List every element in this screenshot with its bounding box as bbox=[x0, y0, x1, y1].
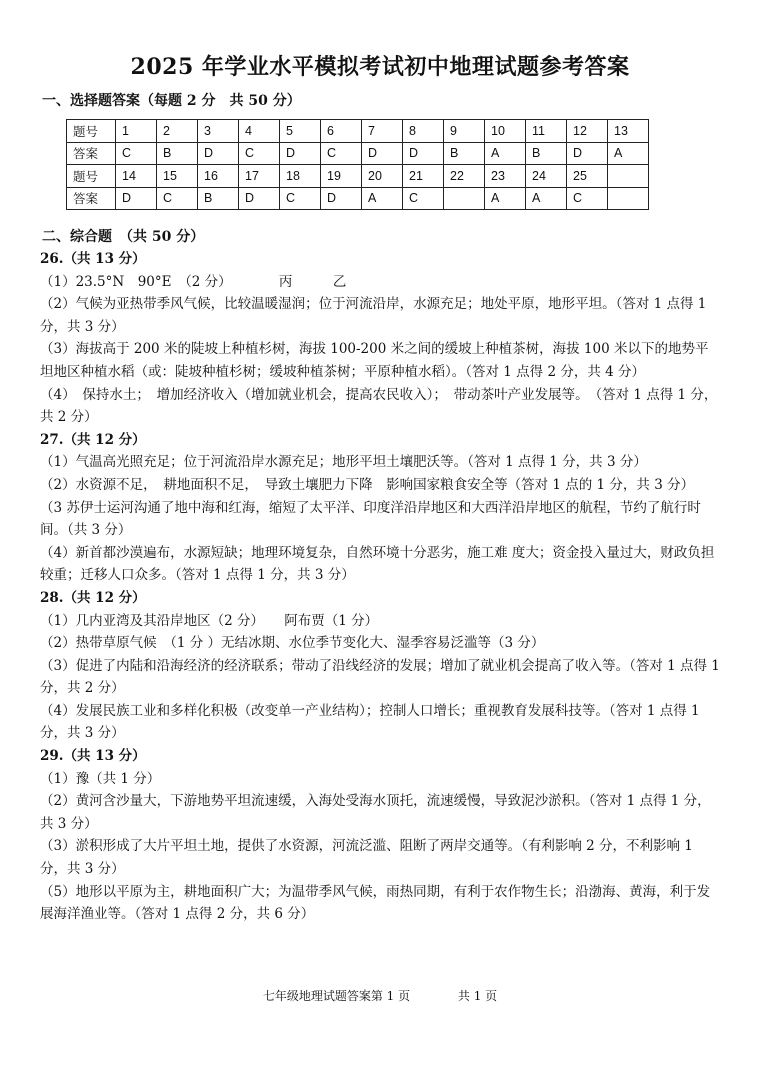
answer-table-cell bbox=[444, 187, 485, 210]
answer-table-cell: 22 bbox=[444, 165, 485, 188]
answer-line: （3）淤积形成了大片平坦土地，提供了水资源，河流泛滥、阻断了两岸交通等。（有利影响 2 分，不利影响 1 分，共 3 分） bbox=[40, 838, 693, 878]
answer-table-cell: D bbox=[362, 142, 403, 165]
answer-table-cell: A bbox=[526, 187, 567, 210]
question-title: 26.（共 13 分） bbox=[40, 251, 146, 267]
answer-table-cell: 24 bbox=[526, 165, 567, 188]
answer-table-cell: 19 bbox=[321, 165, 362, 188]
answer-line: （5）地形以平原为主，耕地面积广大；为温带季风气候，雨热同期，有利于农作物生长；沿渤海、黄海，利于发展海洋渔业等。（答对 1 点得 2 分，共 6 分） bbox=[40, 883, 711, 923]
answer-table-row-header: 答案 bbox=[67, 142, 116, 165]
page-title: 2025 年学业水平模拟考试初中地理试题参考答案 bbox=[130, 54, 630, 80]
answer-table-cell: C bbox=[239, 142, 280, 165]
page-footer bbox=[0, 987, 760, 1004]
answer-table-cell: 4 bbox=[239, 120, 280, 143]
answer-line: （3）海拔高于 200 米的陡坡上种植杉树，海拔 100-200 米之间的缓坡上种植茶树，海拔 100 米以下的地势平坦地区种植水稻（或：陡坡种植杉树；缓坡种植茶树；平原种植水稻）。（答对 1 点得 2 分，共 4 分） bbox=[40, 341, 709, 380]
footer-page-number: 七年级地理试题答案第 1 页 bbox=[262, 989, 411, 1003]
answer-table-cell: D bbox=[403, 142, 444, 165]
answer-table-cell: D bbox=[567, 142, 608, 165]
answer-line: （4） 保持水土； 增加经济收入（增加就业机会，提高农民收入）； 带动茶叶产业发展等。 （答对 1 点得 1 分，共 2 分） bbox=[40, 386, 718, 426]
answer-table-cell: 3 bbox=[198, 120, 239, 143]
answer-table-cell: 13 bbox=[608, 120, 649, 143]
answer-table-cell: 9 bbox=[444, 120, 485, 143]
answer-line: （2）热带草原气候 （1 分 ）无结冰期、水位季节变化大、湿季容易泛滥等（3 分） bbox=[40, 635, 545, 652]
answer-table-cell: 25 bbox=[567, 165, 608, 188]
answer-table-cell: D bbox=[198, 142, 239, 165]
answer-table-cell: 7 bbox=[362, 120, 403, 143]
answer-line: （3）促进了内陆和沿海经济的经济联系；带动了沿线经济的发展；增加了就业机会提高了收入等。（答对 1 点得 1 分，共 2 分） bbox=[40, 657, 720, 697]
answer-line: （1）几内亚湾及其沿岸地区（2 分） 阿布贾（1 分） bbox=[40, 612, 379, 629]
answer-table-cell: C bbox=[116, 142, 157, 165]
answer-line: （4）发展民族工业和多样化积极（改变单一产业结构）；控制人口增长；重视教育发展科技等。（答对 1 点得 1 分，共 3 分） bbox=[40, 702, 700, 742]
answer-line: （1）豫（共 1 分） bbox=[40, 770, 161, 787]
answer-table-cell: A bbox=[608, 142, 649, 165]
answer-table-cell: 10 bbox=[485, 120, 526, 143]
section2-heading: 二、综合题 （共 50 分） bbox=[42, 229, 205, 245]
answer-table-cell: D bbox=[280, 142, 321, 165]
answer-table-cell: C bbox=[280, 187, 321, 210]
answer-table-cell: C bbox=[321, 142, 362, 165]
answer-table-cell: B bbox=[526, 142, 567, 165]
answer-table-cell bbox=[608, 165, 649, 188]
answer-table-row-header: 题号 bbox=[67, 120, 116, 143]
question-29 bbox=[40, 745, 720, 926]
answer-line: （2）气候为亚热带季风气候，比较温暖湿润；位于河流沿岸，水源充足；地处平原，地形平坦。（答对 1 点得 1 分，共 3 分） bbox=[40, 296, 707, 335]
answer-table-cell: D bbox=[116, 187, 157, 210]
answer-table-cell: 16 bbox=[198, 165, 239, 188]
answer-table-cell: B bbox=[444, 142, 485, 165]
answer-table-cell: 8 bbox=[403, 120, 444, 143]
answer-line: （2）黄河含沙量大，下游地势平坦流速缓，入海处受海水顶托，流速缓慢，导致泥沙淤积。（答对 1 点得 1 分，共 3 分） bbox=[40, 793, 711, 832]
answer-table-cell: D bbox=[321, 187, 362, 210]
answer-table-cell: 14 bbox=[116, 165, 157, 188]
answer-table-cell: 2 bbox=[157, 120, 198, 143]
answer-table-row bbox=[67, 120, 649, 143]
answer-line: （4）新首都沙漠遍布，水源短缺；地理环境复杂，自然环境十分恶劣，施工难 度大；资金投入量过大，财政负担较重；迁移人口众多。（答对 1 点得 1 分，共 3 分） bbox=[40, 544, 715, 584]
question-28 bbox=[40, 587, 720, 745]
answer-line: （3 苏伊士运河沟通了地中海和红海，缩短了太平洋、印度洋沿岸地区和大西洋沿岸地区的航程，节约了航行时间。（共 3 分） bbox=[40, 499, 701, 539]
answer-table-row bbox=[67, 142, 649, 165]
answer-table-cell: A bbox=[485, 142, 526, 165]
answer-table-cell: C bbox=[567, 187, 608, 210]
question-title: 27.（共 12 分） bbox=[40, 431, 146, 448]
answer-table-cell bbox=[608, 187, 649, 210]
questions-body bbox=[40, 248, 720, 926]
question-26 bbox=[40, 248, 720, 429]
answer-table-row bbox=[67, 165, 649, 188]
answer-table-cell: 5 bbox=[280, 120, 321, 143]
answer-table-cell: 11 bbox=[526, 120, 567, 143]
answer-table-cell: 23 bbox=[485, 165, 526, 188]
answer-table-cell: 1 bbox=[116, 120, 157, 143]
answer-line: （1）气温高光照充足；位于河流沿岸水源充足；地形平坦土壤肥沃等。（答对 1 点得 1 分，共 3 分） bbox=[40, 454, 647, 471]
question-27 bbox=[40, 429, 720, 587]
footer-page-total: 共 1 页 bbox=[457, 989, 498, 1003]
answer-table-cell: D bbox=[239, 187, 280, 210]
question-title: 29.（共 13 分） bbox=[40, 748, 146, 765]
answer-table bbox=[66, 119, 649, 210]
answer-table-cell: 12 bbox=[567, 120, 608, 143]
answer-table-cell: 21 bbox=[403, 165, 444, 188]
answer-table-cell: C bbox=[403, 187, 444, 210]
answer-table-cell: A bbox=[362, 187, 403, 210]
answer-line: （2）水资源不足， 耕地面积不足， 导致土壤肥力下降 影响国家粮食安全等（答对 1 点的 1 分，共 3 分） bbox=[40, 476, 695, 493]
answer-table-cell: 17 bbox=[239, 165, 280, 188]
question-title: 28.（共 12 分） bbox=[40, 589, 146, 606]
answer-table-cell: 20 bbox=[362, 165, 403, 188]
answer-table-cell: 15 bbox=[157, 165, 198, 188]
answer-table-cell: 6 bbox=[321, 120, 362, 143]
answer-table-cell: B bbox=[198, 187, 239, 210]
answer-table-cell: C bbox=[157, 187, 198, 210]
answer-table-cell: 18 bbox=[280, 165, 321, 188]
section1-heading: 一、选择题答案（每题 2 分 共 50 分） bbox=[42, 93, 301, 109]
answer-line: （1）23.5°N 90°E （2 分） 丙 乙 bbox=[40, 273, 347, 290]
answer-table-cell: A bbox=[485, 187, 526, 210]
answer-table-row-header: 答案 bbox=[67, 187, 116, 210]
answer-table-cell: B bbox=[157, 142, 198, 165]
answer-table-row bbox=[67, 187, 649, 210]
answer-table-row-header: 题号 bbox=[67, 165, 116, 188]
